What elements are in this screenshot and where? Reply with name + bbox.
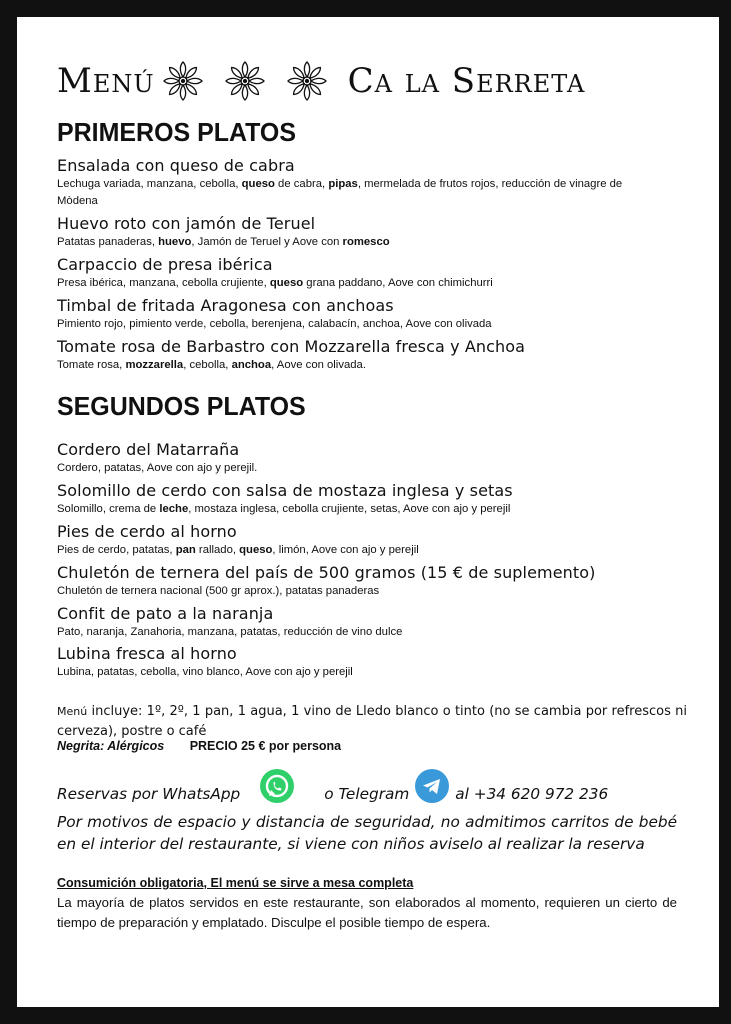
allergens-price-line	[57, 739, 341, 753]
allergen-highlight: leche	[159, 503, 189, 515]
allergens-note: Negrita: Alérgicos	[57, 739, 165, 753]
menu-includes	[57, 702, 687, 742]
flower-icon	[287, 61, 327, 101]
dish-description: Pato, naranja, Zanahoria, manzana, patatas, reducción de vino dulce	[57, 626, 403, 638]
reservations-line	[57, 777, 677, 811]
dish-description: Solomillo, crema de leche, mostaza inglesa, cebolla crujiente, setas, Aove con ajo y perejil	[57, 503, 511, 515]
allergen-highlight: queso	[239, 544, 273, 556]
dish-description: Pimiento rojo, pimiento verde, cebolla, berenjena, calabacín, anchoa, Aove con olivada	[57, 318, 492, 330]
allergen-highlight: pan	[175, 544, 196, 556]
flower-icon	[225, 61, 265, 101]
dish-name: Huevo roto con jamón de Teruel	[57, 214, 316, 233]
consumption-title: Consumición obligatoria, El menú se sirve a mesa completa	[57, 876, 414, 890]
section-title-primeros: PRIMEROS PLATOS	[57, 117, 297, 147]
dish-item	[57, 440, 697, 477]
restaurant-name: Ca la Serreta	[347, 61, 586, 101]
flower-icon	[163, 61, 203, 101]
dish-name: Cordero del Matarraña	[57, 440, 240, 459]
section-title-segundos: SEGUNDOS PLATOS	[57, 391, 306, 421]
dish-item	[57, 481, 697, 518]
allergen-highlight: queso	[241, 178, 275, 190]
allergen-highlight: pipas	[328, 178, 358, 190]
dish-description: Patatas panaderas, huevo, Jamón de Teruel y Aove con romesco	[57, 236, 390, 248]
dish-name: Lubina fresca al horno	[57, 644, 237, 663]
menu-header	[57, 61, 585, 101]
dish-description: Lubina, patatas, cebolla, vino blanco, Aove con ajo y perejil	[57, 666, 353, 678]
dish-item	[57, 214, 697, 251]
dish-item	[57, 644, 697, 681]
consumption-text: La mayoría de platos servidos en este restaurante, son elaborados al momento, requieren un cierto de tiempo de preparación y emplatado. Disculpe el posible tiempo de espera.	[57, 895, 677, 930]
dish-item	[57, 604, 697, 641]
dish-name: Tomate rosa de Barbastro con Mozzarella fresca y Anchoa	[57, 337, 526, 356]
allergen-highlight: romesco	[342, 236, 390, 248]
dish-item	[57, 255, 697, 292]
reservations-whatsapp-text: Reservas por WhatsApp	[57, 785, 241, 803]
dish-item	[57, 337, 697, 374]
dish-description: Presa ibérica, manzana, cebolla crujiente, queso grana paddano, Aove con chimichurri	[57, 277, 493, 289]
allergen-highlight: anchoa	[231, 359, 272, 371]
dish-name: Chuletón de ternera del país de 500 gramos (15 € de suplemento)	[57, 563, 596, 582]
telegram-icon[interactable]	[415, 769, 449, 803]
allergen-highlight: queso	[269, 277, 304, 289]
allergen-highlight: huevo	[158, 236, 192, 248]
dish-name: Ensalada con queso de cabra	[57, 156, 295, 175]
dish-item	[57, 296, 697, 333]
dish-name: Timbal de fritada Aragonesa con anchoas	[57, 296, 394, 315]
reservations-phone[interactable]: al +34 620 972 236	[455, 785, 609, 803]
dish-name: Solomillo de cerdo con salsa de mostaza inglesa y setas	[57, 481, 513, 500]
whatsapp-icon[interactable]	[260, 769, 294, 803]
allergen-highlight: mozzarella	[125, 359, 184, 371]
dish-item	[57, 522, 697, 559]
dish-name: Confit de pato a la naranja	[57, 604, 274, 623]
dish-item	[57, 563, 697, 600]
reservations-block	[57, 777, 677, 855]
reservations-telegram-text: o Telegram	[324, 785, 410, 803]
dish-name: Pies de cerdo al horno	[57, 522, 237, 541]
dish-description: Pies de cerdo, patatas, pan rallado, queso, limón, Aove con ajo y perejil	[57, 544, 419, 556]
dish-description: Cordero, patatas, Aove con ajo y perejil.	[57, 462, 258, 474]
menu-includes-label: Menú	[57, 705, 88, 718]
menu-title: Menú	[57, 61, 155, 101]
dish-name: Carpaccio de presa ibérica	[57, 255, 273, 274]
reservations-notice: Por motivos de espacio y distancia de seguridad, no admitimos carritos de bebé en el interior del restaurante, si viene con niños aviselo al realizar la reserva	[57, 813, 677, 853]
dish-item	[57, 156, 697, 210]
menu-page	[17, 17, 719, 1007]
dish-description: Chuletón de ternera nacional (500 gr aprox.), patatas panaderas	[57, 585, 380, 597]
dish-description: Tomate rosa, mozzarella, cebolla, anchoa, Aove con olivada.	[57, 359, 366, 371]
price-label: PRECIO 25 € por persona	[189, 739, 342, 753]
dish-description: Lechuga variada, manzana, cebolla, queso de cabra, pipas, mermelada de frutos rojos, reducción de vinagre de Mòdena	[57, 178, 623, 207]
menu-includes-text: incluye: 1º, 2º, 1 pan, 1 agua, 1 vino de Lledo blanco o tinto (no se cambia por refrescos ni cerveza), postre o café	[57, 704, 687, 739]
